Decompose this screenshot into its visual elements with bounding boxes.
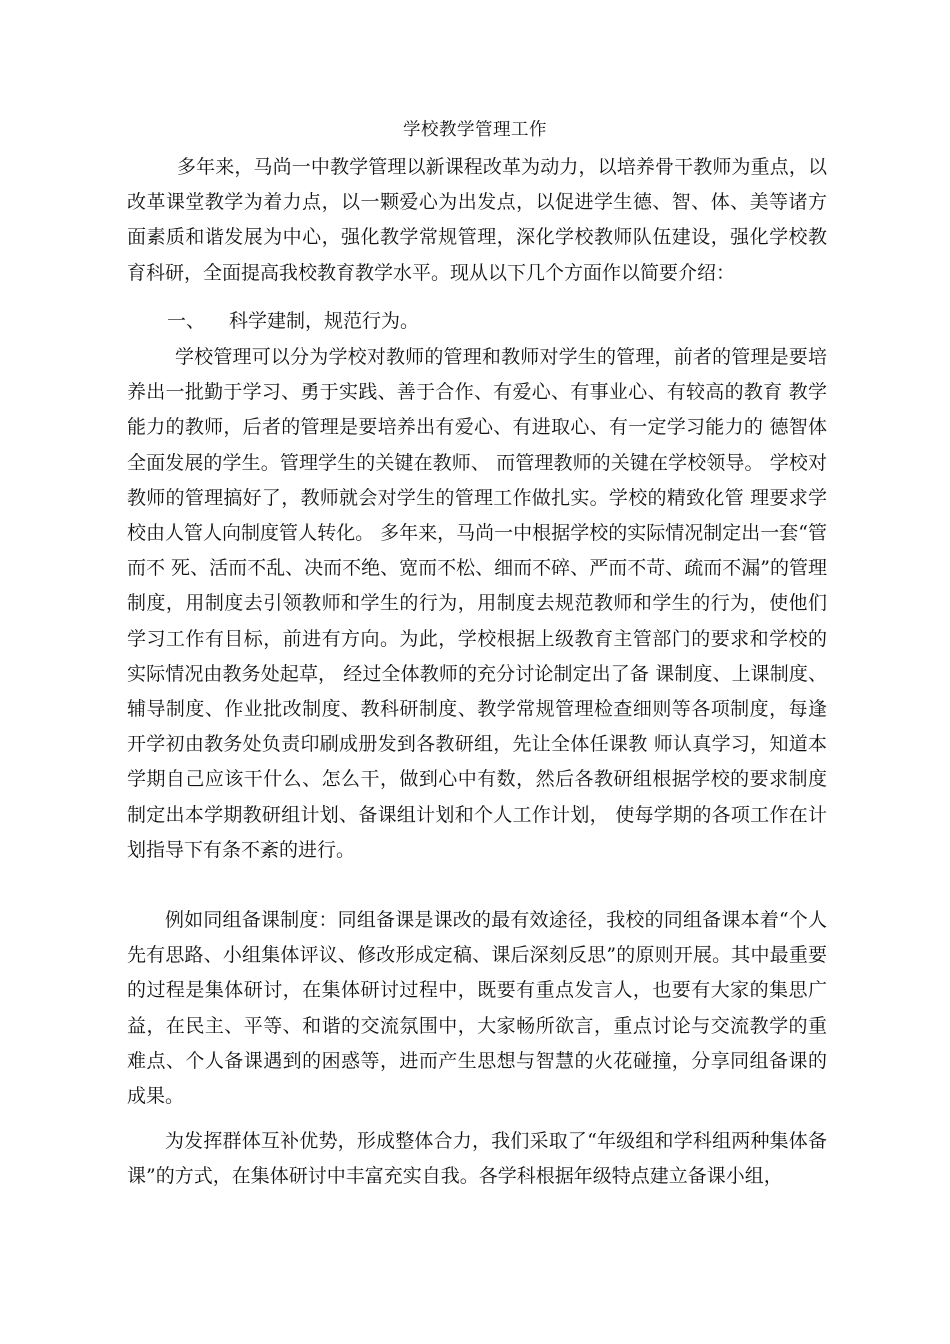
lesson-prep-paragraph: 例如同组备课制度：同组备课是课改的最有效途径，我校的同组备课本着“个人先有思路、小组集体评议、修改形成定稿、课后深刻反思”的原则开展。其中最重要的过程是集体研讨，在集体研讨过程中，既要有重点发言人，也要有大家的集思广益，在民主、平等、和谐的交流氛围中，大家畅所欲言，重点讨论与交流教学的重难点、个人备课遇到的困惑等，进而产生思想与智慧的火花碰撞，分享同组备课的成果。 xyxy=(127,909,827,1108)
section-number: 一、 xyxy=(167,310,206,332)
intro-paragraph: 多年来，马尚一中教学管理以新课程改革为动力，以培养骨干教师为重点，以改革课堂教学为着力点，以一颗爱心为出发点，以促进学生德、智、体、美等诸方面素质和谐发展为中心，强化教学常规管理，深化学校教师队伍建设，强化学校教育科研，全面提高我校教育教学水平。现从以下几个方面作以简要介绍： xyxy=(127,156,827,284)
section-heading-text: 科学建制，规范行为。 xyxy=(229,310,420,332)
section-heading-1 xyxy=(167,304,827,339)
group-prep-paragraph: 为发挥群体互补优势，形成整体合力，我们采取了“年级组和学科组两种集体备课”的方式，在集体研讨中丰富充实自我。各学科根据年级特点建立备课小组， xyxy=(127,1130,827,1188)
management-paragraph: 学校管理可以分为学校对教师的管理和教师对学生的管理，前者的管理是要培养出一批勤于学习、勇于实践、善于合作、有爱心、有事业心、有较高的教育 教学能力的教师，后者的管理是要培养出有爱心、有进取心、有一定学习能力的 德智体全面发展的学生。管理学生的关键在教师、 而管理教师的关键在学校领导。 学校对教师的管理搞好了，教师就会对学生的管理工作做扎实。学校的精致化管 理要求学校由人管人向制度管人转化。 多年来，马尚一中根据学校的实际情况制定出一套“管而不 死、活而不乱、决而不绝、宽而不松、细而不碎、严而不苛、疏而不漏”的管理 制度，用制度去引领教师和学生的行为，用制度去规范教师和学生的行为，使他们学习工作有目标，前进有方向。为此，学校根据上级教育主管部门的要求和学校的实际情况由教务处起草， 经过全体教师的充分讨论制定出了备 课制度、上课制度、辅导制度、作业批改制度、教科研制度、教学常规管理检查细则等各项制度，每逢开学初由教务处负责印刷成册发到各教研组，先让全体任课教 师认真学习，知道本学期自己应该干什么、怎么干，做到心中有数，然后各教研组根据学校的要求制度制定出本学期教研组计划、备课组计划和个人工作计划， 使每学期的各项工作在计划指导下有条不紊的进行。 xyxy=(127,346,827,861)
document-title: 学校教学管理工作 xyxy=(403,120,547,140)
